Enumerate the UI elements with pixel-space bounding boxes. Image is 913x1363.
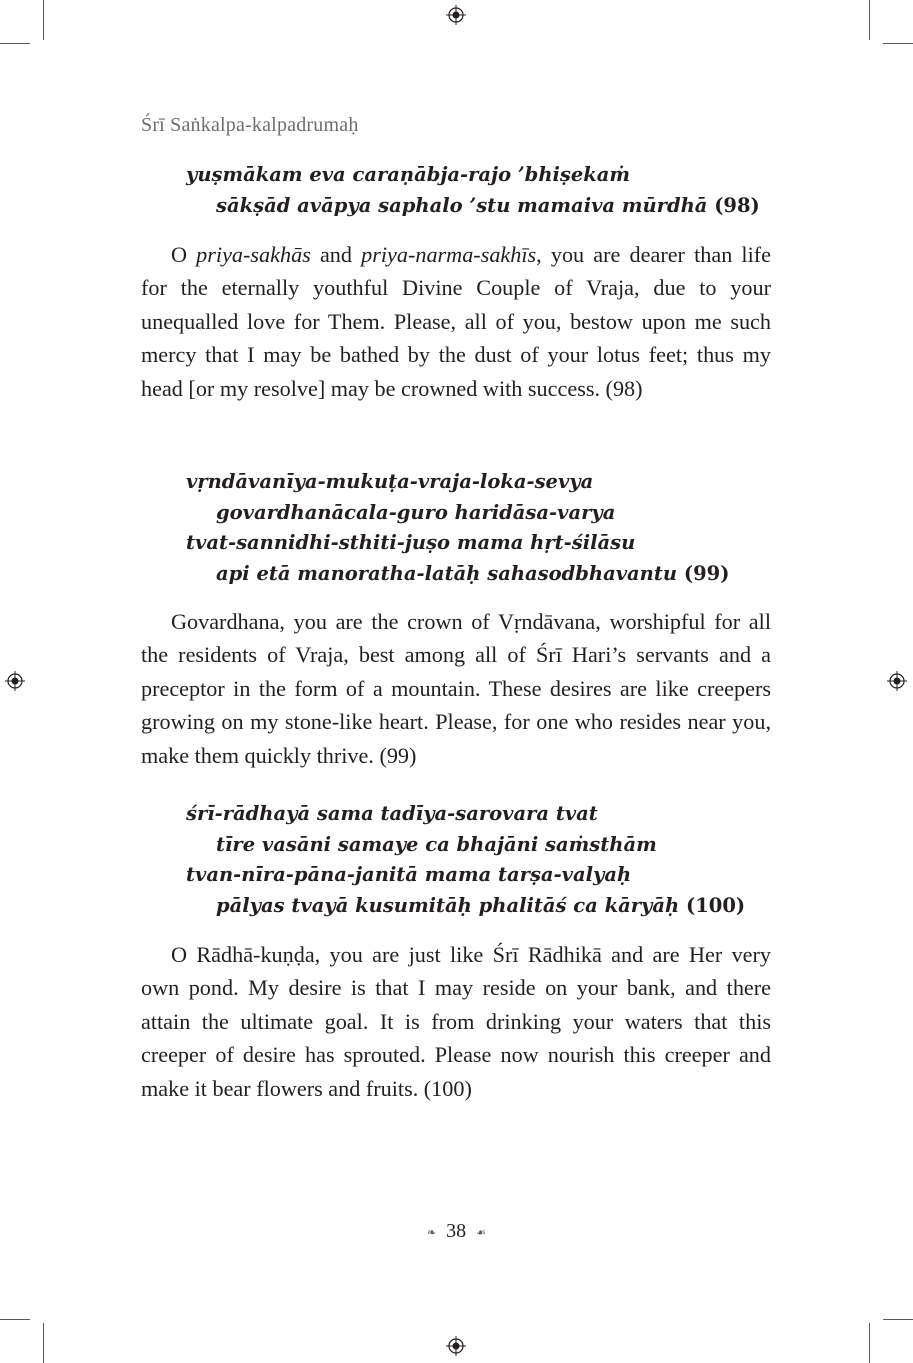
crop-mark-top-left <box>43 0 44 40</box>
verse-line: tīre vasāni samaye ca bhajāni saṁsthām <box>216 832 657 856</box>
crop-mark-bottom-left <box>43 1323 44 1363</box>
translation-100 <box>141 938 771 1105</box>
page-folio <box>0 1220 913 1243</box>
verse-line-with-number <box>186 891 745 922</box>
verse-100 <box>186 799 745 921</box>
ornament-right-icon: ☙ <box>476 1226 487 1239</box>
verse-line: vṛndāvanīya-mukuṭa-vraja-loka-sevya <box>186 470 594 493</box>
paragraph <box>141 238 771 405</box>
ornament-left-icon: ❧ <box>426 1226 437 1239</box>
verse-line: tvan-nīra-pāna-janitā mama tarṣa-valyaḥ <box>186 863 632 886</box>
registration-mark-left-icon <box>5 671 25 691</box>
running-head: Śrī Saṅkalpa-kalpadrumaḥ <box>141 114 359 136</box>
registration-mark-bottom-icon <box>446 1336 466 1356</box>
verse-number: (100) <box>685 893 746 917</box>
crop-mark-top-right-h <box>883 43 913 44</box>
text-run: and <box>310 242 362 267</box>
text-run: , you are dearer than life for the eternally youthful Divine Couple of Vraja, due to your unequalled love for Them. Please, all of you, bestow upon me such mercy that I may be bathed by the dust of your lotus feet; thus my head [or my resolve] may be crowned with success. (98) <box>141 242 771 401</box>
verse-line: yuṣmākam eva caraṇābja-rajo ’bhiṣekaṁ <box>186 163 631 186</box>
term-priya-sakhas: priya-sakhās <box>196 242 311 267</box>
verse-99 <box>186 467 729 589</box>
verse-line-with-number <box>186 191 760 222</box>
translation-99 <box>141 605 771 772</box>
crop-mark-bottom-left-h <box>0 1319 30 1320</box>
verse-number: (99) <box>683 561 730 585</box>
verse-line: pālyas tvayā kusumitāḥ phalitāś ca kāryāḥ <box>216 893 680 917</box>
registration-mark-top-icon <box>446 5 466 25</box>
verse-line: api etā manoratha-latāḥ sahasodbhavantu <box>216 561 678 585</box>
verse-number: (98) <box>714 193 760 217</box>
verse-line: sākṣād avāpya saphalo ’stu mamaiva mūrdhā <box>216 193 708 217</box>
crop-mark-top-left-h <box>0 43 30 44</box>
registration-mark-right-icon <box>887 671 907 691</box>
crop-mark-top-right <box>869 0 870 40</box>
crop-mark-bottom-right <box>869 1323 870 1363</box>
verse-line: tvat-sannidhi-sthiti-juṣo mama hṛt-śilāsu <box>186 531 636 554</box>
verse-line-with-number <box>186 559 729 590</box>
text-run: O <box>171 242 197 267</box>
translation-98 <box>141 238 771 405</box>
page-number: 38 <box>446 1220 467 1242</box>
verse-98 <box>186 160 760 221</box>
verse-line: govardhanācala-guro haridāsa-varya <box>216 500 616 524</box>
verse-line: śrī-rādhayā sama tadīya-sarovara tvat <box>186 802 598 825</box>
paragraph: O Rādhā-kuṇḍa, you are just like Śrī Rādhikā and are Her very own pond. My desire is that I may reside on your bank, and there attain the ultimate goal. It is from drinking your waters that this creeper of desire has sprouted. Please now nourish this creeper and make it bear flowers and fruits. (100) <box>141 942 771 1101</box>
crop-mark-bottom-right-h <box>883 1319 913 1320</box>
paragraph: Govardhana, you are the crown of Vṛndāvana, worshipful for all the residents of Vraja, best among all of Śrī Hari’s servants and a preceptor in the form of a mountain. These desires are like creepers growing on my stone-like heart. Please, for one who resides near you, make them quickly thrive. (99) <box>141 609 771 768</box>
term-priya-narma-sakhis: priya-narma-sakhīs <box>361 242 537 267</box>
